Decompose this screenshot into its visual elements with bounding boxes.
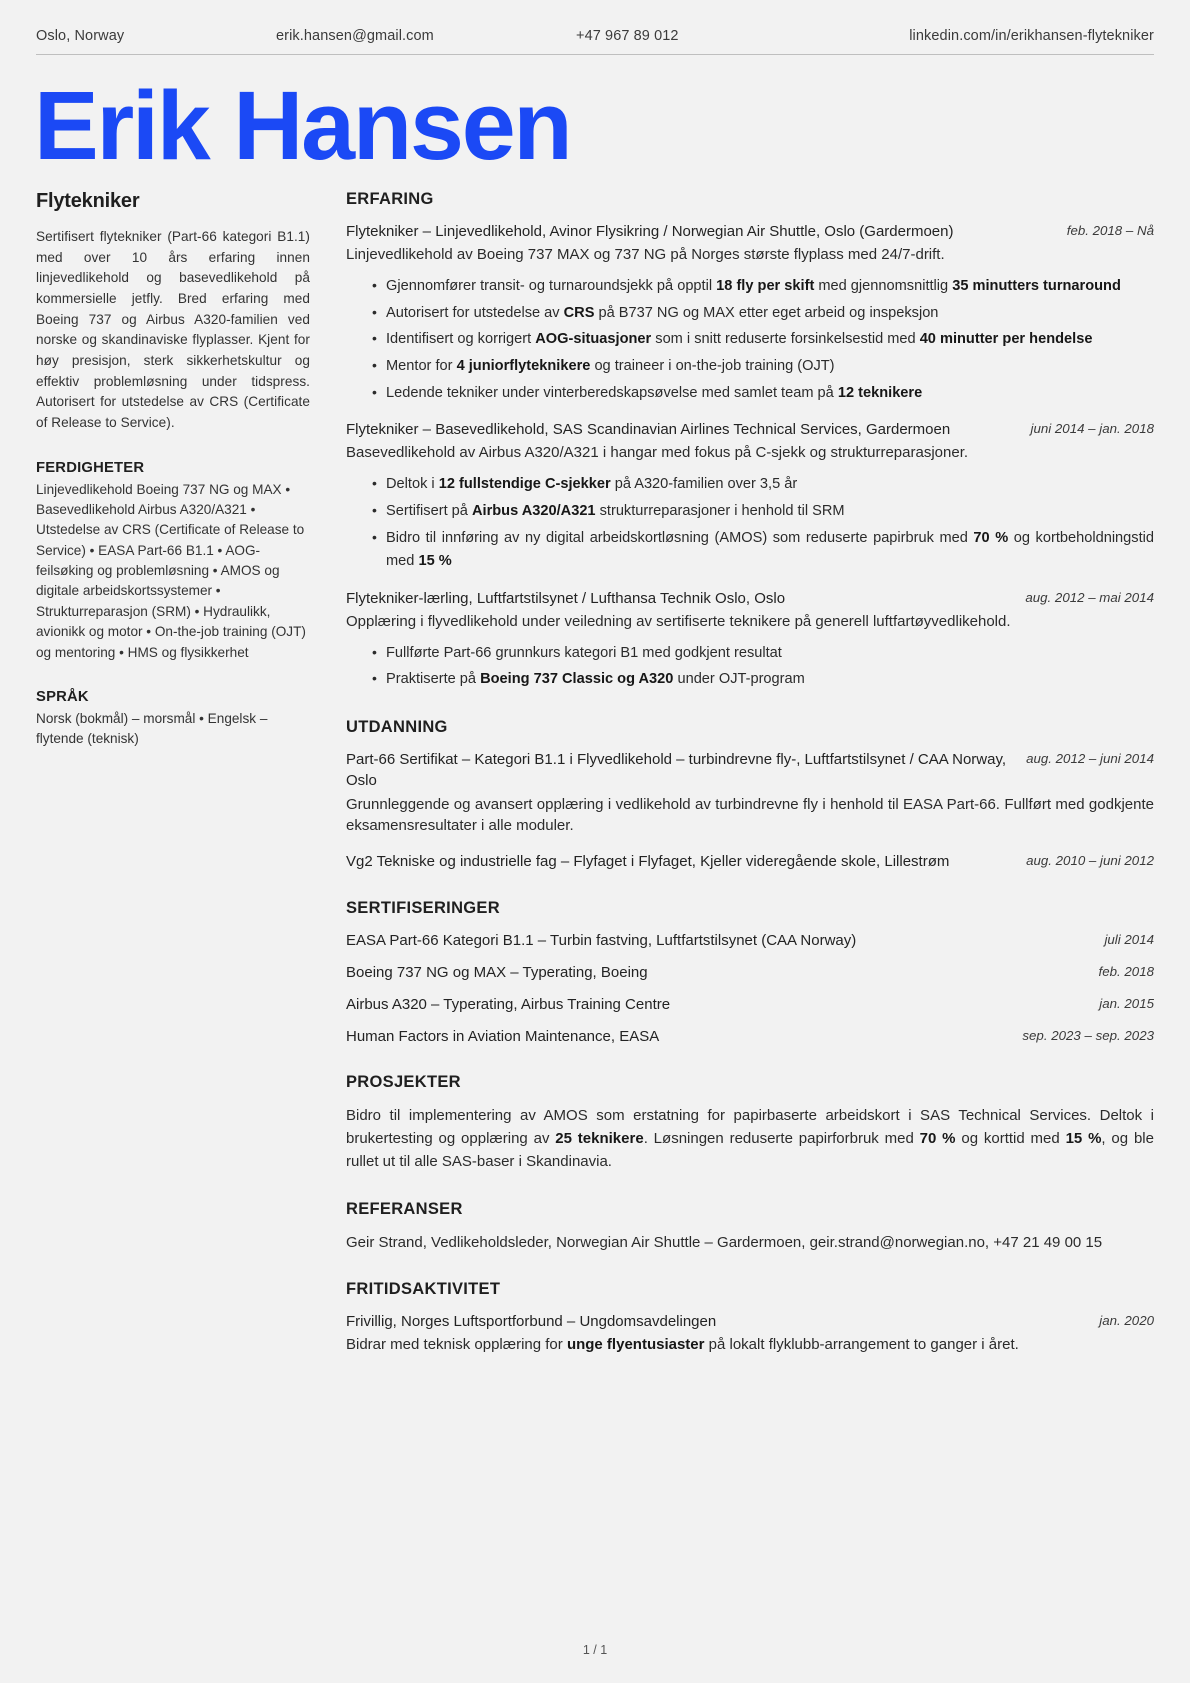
skills-body: Linjevedlikehold Boeing 737 NG og MAX • Basevedlikehold Airbus A320/A321 • Utstedelse av CRS (Certificate of Release to Service) • EASA Part-66 B1.1 • AOG-feilsøking og problemløsning • AMOS og digitale arbeidskortssystemer • Strukturreparasjon (SRM) • Hydraulikk, avionikk og motor • On-the-job training (OJT) og mentoring • HMS og flysikkerhet bbox=[36, 481, 306, 660]
bullet-item: • Autorisert for utstedelse av CRS på B737 NG og MAX etter eget arbeid og inspeksjon bbox=[372, 302, 1154, 326]
bullet-item: • Mentor for 4 juniorflyteknikere og traineer i on-the-job training (OJT) bbox=[372, 355, 1154, 379]
experience-heading: ERFARING bbox=[346, 189, 434, 208]
projects-body: Bidro til implementering av AMOS som erstatning for papirbaserte arbeidskort i SAS Technical Services. Deltok i brukertesting og opplæring av 25 teknikere. Løsningen reduserte papirforbruk med 70 % og korttid med 15 %, og ble rullet ut til alle SAS-baser i Skandinavia. bbox=[346, 1106, 1154, 1171]
certification-name: Boeing 737 NG og MAX – Typerating, Boeing bbox=[346, 963, 648, 981]
section-references bbox=[346, 1200, 1154, 1254]
section-education bbox=[346, 718, 1154, 872]
contact-phone[interactable]: +47 967 89 012 bbox=[576, 28, 679, 44]
experience-entry bbox=[346, 221, 1154, 405]
section-certifications bbox=[346, 899, 1154, 1047]
bullet-item: • Ledende tekniker under vinterberedskapsøvelse med samlet team på 12 teknikere bbox=[372, 382, 1154, 406]
entry-subtitle: Linjevedlikehold av Boeing 737 MAX og 737 NG på Norges største flyplass med 24/7-drift. bbox=[346, 246, 945, 264]
entry-bullets bbox=[346, 473, 1154, 574]
experience-list bbox=[346, 221, 1154, 692]
leisure-body: Bidrar med teknisk opplæring for unge flyentusiaster på lokalt flyklubb-arrangement to ganger i året. bbox=[346, 1336, 1019, 1354]
education-heading: UTDANNING bbox=[346, 718, 448, 737]
entry-head bbox=[346, 749, 1154, 792]
experience-entry bbox=[346, 749, 1154, 837]
certification-date: juli 2014 bbox=[1104, 931, 1154, 947]
leisure-title: Frivillig, Norges Luftsportforbund – Ungdomsavdelingen bbox=[346, 1313, 717, 1331]
bullet-item: • Fullførte Part-66 grunnkurs kategori B1 med godkjent resultat bbox=[372, 642, 1154, 666]
certification-date: jan. 2015 bbox=[1099, 995, 1154, 1011]
entry-title: Part-66 Sertifikat – Kategori B1.1 i Flyvedlikehold – turbindrevne fly-, Luftfartstilsynet / CAA Norway, Oslo bbox=[346, 751, 1007, 790]
entry-date: juni 2014 – jan. 2018 bbox=[1030, 421, 1154, 437]
bullet-item: • Deltok i 12 fullstendige C-sjekker på A320-familien over 3,5 år bbox=[372, 473, 1154, 497]
certification-date: feb. 2018 bbox=[1098, 963, 1154, 979]
leisure-heading: FRITIDSAKTIVITET bbox=[346, 1280, 501, 1299]
entry-bullets bbox=[346, 275, 1154, 405]
section-leisure bbox=[346, 1280, 1154, 1356]
entry-head bbox=[346, 588, 1154, 609]
entry-subtitle: Basevedlikehold av Airbus A320/A321 i hangar med fokus på C-sjekk og strukturreparasjoner. bbox=[346, 444, 969, 462]
certifications-list bbox=[346, 930, 1154, 1047]
entry-bullets bbox=[346, 642, 1154, 692]
references-body: Geir Strand, Vedlikeholdsleder, Norwegian Air Shuttle – Gardermoen, geir.strand@norwegian.no, +47 21 49 00 15 bbox=[346, 1233, 1103, 1251]
entry-date: aug. 2012 – mai 2014 bbox=[1025, 589, 1154, 605]
entry-date: aug. 2012 – juni 2014 bbox=[1026, 751, 1154, 767]
experience-entry bbox=[346, 419, 1154, 574]
entry-title: Flytekniker – Basevedlikehold, SAS Scandinavian Airlines Technical Services, Gardermoen bbox=[346, 421, 951, 439]
entry-head bbox=[346, 221, 1154, 242]
bullet-item: • Bidro til innføring av ny digital arbeidskortløsning (AMOS) som reduserte papirbruk med 70 % og kortbeholdningstid med 15 % bbox=[372, 527, 1154, 574]
certification-name: Human Factors in Aviation Maintenance, EASA bbox=[346, 1027, 660, 1045]
experience-entry bbox=[346, 588, 1154, 692]
bullet-item: • Sertifisert på Airbus A320/A321 strukturreparasjoner i henhold til SRM bbox=[372, 500, 1154, 524]
main-content bbox=[336, 190, 1154, 1382]
bullet-item: • Identifisert og korrigert AOG-situasjoner som i snitt reduserte forsinkelsestid med 40 minutter per hendelse bbox=[372, 328, 1154, 352]
contact-linkedin[interactable]: linkedin.com/in/erikhansen-flytekniker bbox=[909, 28, 1154, 44]
bullet-item: • Praktiserte på Boeing 737 Classic og A320 under OJT-program bbox=[372, 668, 1154, 692]
sidebar bbox=[36, 190, 336, 750]
certification-row bbox=[346, 930, 1154, 951]
entry-date: feb. 2018 – Nå bbox=[1066, 222, 1154, 238]
entry-date: aug. 2010 – juni 2012 bbox=[1026, 853, 1154, 869]
entry-head bbox=[346, 419, 1154, 440]
page-footer: 1 / 1 bbox=[582, 1643, 608, 1657]
candidate-name: Erik Hansen bbox=[34, 71, 571, 180]
languages-heading: SPRÅK bbox=[36, 689, 89, 706]
body-columns bbox=[0, 190, 1190, 1382]
role-title: Flytekniker bbox=[36, 189, 140, 212]
contact-bar bbox=[0, 0, 1190, 54]
leisure-entry-head bbox=[346, 1311, 1154, 1332]
header-divider bbox=[36, 54, 1154, 55]
entry-subtitle: Grunnleggende og avansert opplæring i vedlikehold av turbindrevne fly i henhold til EASA Part-66. Fullført med godkjente eksamensresultater i alle moduler. bbox=[346, 795, 1154, 835]
leisure-date: jan. 2020 bbox=[1099, 1313, 1154, 1329]
entry-subtitle: Opplæring i flyvedlikehold under veiledning av sertifiserte teknikere på generell luftfartøyvedlikehold. bbox=[346, 613, 1011, 631]
certification-row bbox=[346, 1026, 1154, 1047]
certification-name: EASA Part-66 Kategori B1.1 – Turbin fastving, Luftfartstilsynet (CAA Norway) bbox=[346, 931, 857, 949]
education-list bbox=[346, 749, 1154, 872]
bullet-item: • Gjennomfører transit- og turnaroundsjekk på opptil 18 fly per skift med gjennomsnittlig 35 minutters turnaround bbox=[372, 275, 1154, 299]
languages-body: Norsk (bokmål) – morsmål • Engelsk – flytende (teknisk) bbox=[36, 711, 268, 747]
contact-email[interactable]: erik.hansen@gmail.com bbox=[276, 28, 434, 44]
entry-title: Flytekniker-lærling, Luftfartstilsynet / Lufthansa Technik Oslo, Oslo bbox=[346, 589, 786, 607]
entry-head bbox=[346, 851, 1154, 872]
leisure-entry bbox=[346, 1311, 1154, 1356]
skills-heading: FERDIGHETER bbox=[36, 459, 145, 476]
certification-name: Airbus A320 – Typerating, Airbus Training Centre bbox=[346, 995, 671, 1013]
section-experience bbox=[346, 190, 1154, 692]
certification-row bbox=[346, 962, 1154, 983]
entry-title: Flytekniker – Linjevedlikehold, Avinor Flysikring / Norwegian Air Shuttle, Oslo (Gardermoen) bbox=[346, 222, 954, 240]
references-heading: REFERANSER bbox=[346, 1199, 463, 1218]
certification-row bbox=[346, 994, 1154, 1015]
certifications-heading: SERTIFISERINGER bbox=[346, 898, 500, 917]
certification-date: sep. 2023 – sep. 2023 bbox=[1022, 1027, 1154, 1043]
contact-location: Oslo, Norway bbox=[36, 28, 125, 44]
experience-entry bbox=[346, 851, 1154, 872]
entry-title: Vg2 Tekniske og industrielle fag – Flyfaget i Flyfaget, Kjeller videregående skole, Lillestrøm bbox=[346, 853, 950, 871]
section-projects bbox=[346, 1073, 1154, 1174]
projects-heading: PROSJEKTER bbox=[346, 1072, 461, 1091]
summary-text: Sertifisert flytekniker (Part-66 kategori B1.1) med over 10 års erfaring innen linjevedlikehold og basevedlikehold på kommersielle jetfly. Bred erfaring med Boeing 737 og Airbus A320-familien ved norske og skandinaviske flyplasser. Kjent for høy presisjon, sterk sikkerhetskultur og effektiv problemløsning under tidspress. Autorisert for utstedelse av CRS (Certificate of Release to Service). bbox=[36, 228, 310, 430]
